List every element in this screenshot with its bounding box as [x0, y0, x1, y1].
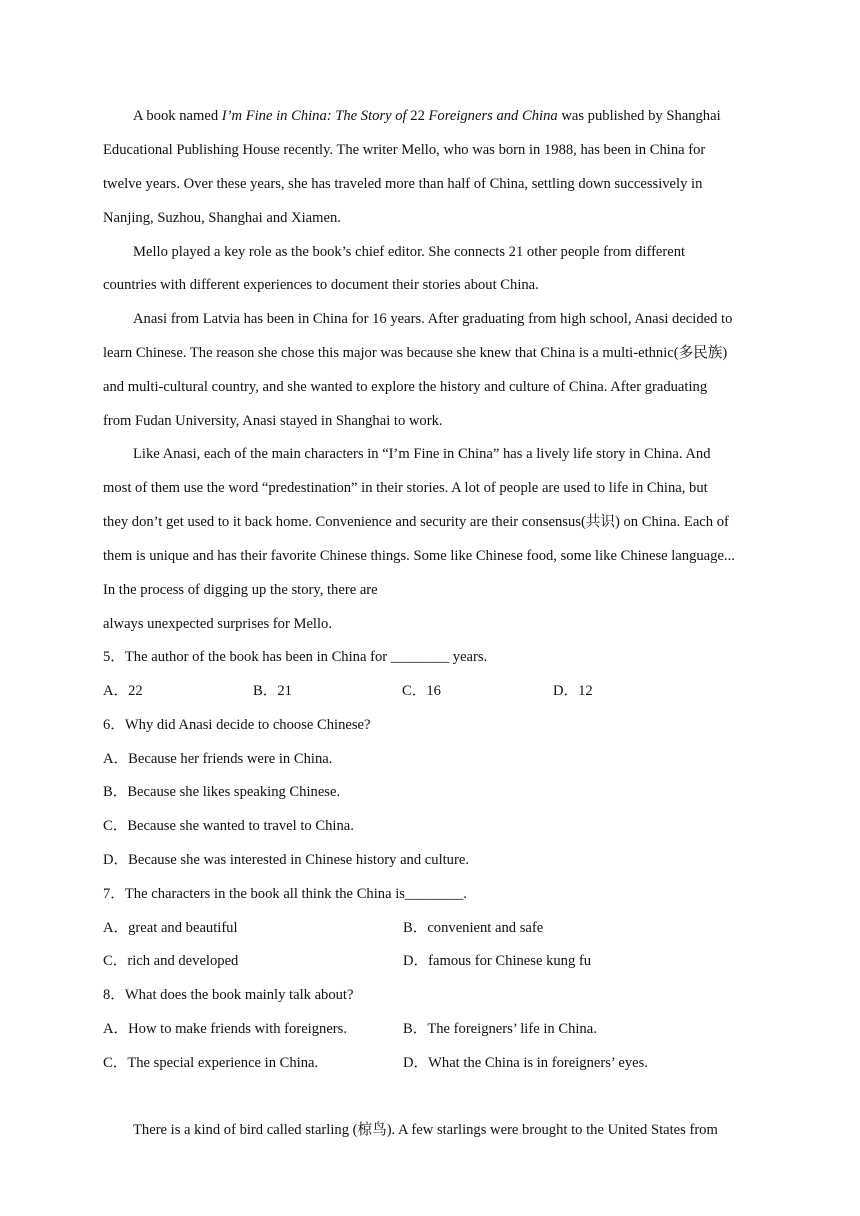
passage-p2-line2: countries with different experiences to document their stories about China.: [103, 277, 539, 293]
p1-text-a: A book named: [133, 108, 222, 124]
question-5-option-a: A．22: [103, 683, 143, 699]
passage-p4-line3: they don’t get used to it back home. Convenience and security are their consensus(共识) on China. Each of: [103, 514, 729, 530]
question-6-option-a: A．Because her friends were in China.: [103, 751, 333, 767]
question-5-option-b: B．21: [253, 683, 292, 699]
passage-p1-line2: Educational Publishing House recently. The writer Mello, who was born in 1988, has been in China for: [103, 142, 706, 158]
question-7-stem: 7．The characters in the book all think the China is________.: [103, 886, 467, 902]
question-5-stem: 5．The author of the book has been in China for ________ years.: [103, 649, 488, 665]
book-title-number: 22: [410, 108, 425, 124]
question-6-option-b: B．Because she likes speaking Chinese.: [103, 784, 341, 800]
passage-p3-line4: from Fudan University, Anasi stayed in Shanghai to work.: [103, 413, 443, 429]
question-5-option-c: C．16: [402, 683, 441, 699]
question-6-option-c: C．Because she wanted to travel to China.: [103, 818, 354, 834]
passage-p4-line6: always unexpected surprises for Mello.: [103, 616, 332, 632]
passage-p3-line3: and multi-cultural country, and she wanted to explore the history and culture of China. After graduating: [103, 379, 708, 395]
next-passage-line1: There is a kind of bird called starling (椋鸟). A few starlings were brought to the United States from: [133, 1122, 718, 1138]
passage-p3-line2: learn Chinese. The reason she chose this major was because she knew that China is a multi-ethnic(多民族): [103, 345, 728, 361]
question-8-option-a: A．How to make friends with foreigners.: [103, 1021, 347, 1037]
passage-p3-line1: Anasi from Latvia has been in China for 16 years. After graduating from high school, Anasi decided to: [133, 311, 733, 327]
question-8-option-c: C．The special experience in China.: [103, 1055, 319, 1071]
question-7-option-a: A．great and beautiful: [103, 920, 238, 936]
passage-p4-line4: them is unique and has their favorite Chinese things. Some like Chinese food, some like Chinese language...: [103, 548, 735, 564]
p1-text-b: was published by Shanghai: [557, 108, 721, 124]
question-5-option-d: D．12: [553, 683, 593, 699]
passage-p4-line1: Like Anasi, each of the main characters in “I’m Fine in China” has a lively life story in China. And: [133, 446, 711, 462]
question-6-option-d: D．Because she was interested in Chinese history and culture.: [103, 852, 469, 868]
question-6-stem: 6．Why did Anasi decide to choose Chinese?: [103, 717, 371, 733]
question-7-option-d: D．famous for Chinese kung fu: [403, 953, 592, 969]
passage-p1-line1: [133, 106, 721, 126]
passage-p4-line5: In the process of digging up the story, there are: [103, 582, 378, 598]
question-7-option-c: C．rich and developed: [103, 953, 239, 969]
question-7-option-b: B．convenient and safe: [403, 920, 544, 936]
question-8-option-b: B．The foreigners’ life in China.: [403, 1021, 597, 1037]
passage-p2-line1: Mello played a key role as the book’s chief editor. She connects 21 other people from different: [133, 244, 686, 260]
passage-p4-line2: most of them use the word “predestination” in their stories. A lot of people are used to life in China, but: [103, 480, 708, 496]
book-title: I’m Fine in China: The Story of: [221, 108, 411, 124]
book-title-rest: Foreigners and China: [424, 108, 558, 124]
passage-p1-line4: Nanjing, Suzhou, Shanghai and Xiamen.: [103, 210, 341, 226]
question-8-stem: 8．What does the book mainly talk about?: [103, 987, 354, 1003]
passage-p1-line3: twelve years. Over these years, she has traveled more than half of China, settling down successively in: [103, 176, 703, 192]
question-8-option-d: D．What the China is in foreigners’ eyes.: [403, 1055, 648, 1071]
